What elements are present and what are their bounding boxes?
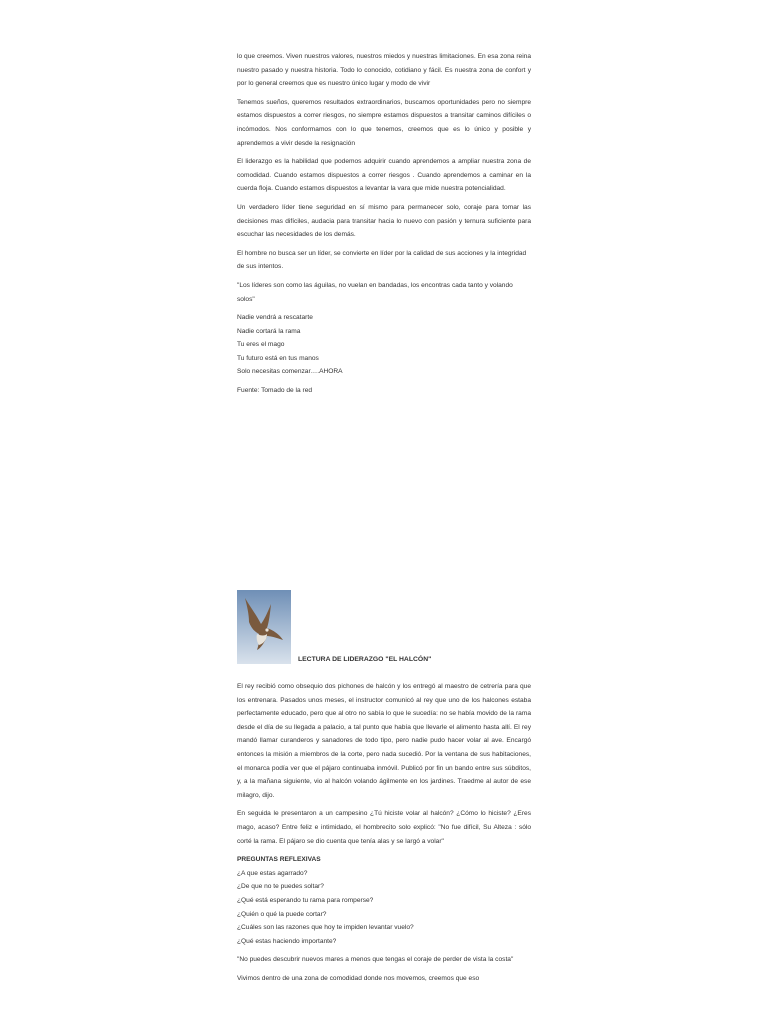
- story-paragraph: En seguida le presentaron a un campesino ¿Tú hiciste volar al halcón? ¿Cómo lo hiciste? ¿Eres mago, acaso? Entre feliz e intimidado, el hombrecito solo explicó: "No fue difícil, Su Alteza : sólo corté la rama. El pájaro se dio cuenta que tenía alas y se largó a volar": [237, 810, 531, 845]
- story-text-column: [237, 680, 531, 990]
- question-item: ¿Cuáles son las razones que hoy te impiden levantar vuelo?: [237, 924, 414, 932]
- motivational-line: Solo necesitas comenzar….AHORA: [237, 368, 343, 376]
- story-paragraph-continued: Vivimos dentro de una zona de comodidad donde nos movemos, creemos que eso: [237, 974, 480, 982]
- paragraph-comfort-zone: lo que creemos. Viven nuestros valores, nuestros miedos y nuestras limitaciones. En esa zona reina nuestro pasado y nuestra historia. Todo lo conocido, cotidiano y fácil. Es nuestra zona de confort y por lo general creemos que es nuestro único lugar y modo de vivir: [237, 53, 531, 88]
- paragraph-becomes-leader: El hombre no busca ser un líder, se convierte en líder por la calidad de sus acciones y la integridad de sus intentos.: [237, 249, 527, 271]
- paragraph-true-leader: Un verdadero líder tiene seguridad en sí mismo para permanecer solo, coraje para tomar las decisiones mas difíciles, audacia para transitar hacia lo nuevo con pasión y ternura suficiente para escuchar las necesidades de los demás.: [237, 203, 531, 239]
- question-item: ¿Qué estas haciendo importante?: [237, 937, 337, 945]
- question-item: ¿De que no te puedes soltar?: [237, 883, 324, 891]
- story-header: [237, 590, 531, 668]
- paragraph-leadership: El liderazgo es la habilidad que podemos adquirir cuando aprendemos a ampliar nuestra zona de comodidad. Cuando estamos dispuestos a correr riesgos . Cuando aprendemos a caminar en la cuerda floja. Cuando estamos dispuestos a levantar la vara que mide nuestra potencialidad.: [237, 158, 531, 193]
- paragraph-dreams: Tenemos sueños, queremos resultados extraordinarios, buscamos oportunidades pero no siempre estamos dispuestos a correr riesgos, no siempre estamos dispuestos a transitar caminos difíciles o incómodos. Nos conformamos con lo que tenemos, creemos que es lo único y posible y aprendemos a vivir desde la resignación: [237, 98, 531, 147]
- top-text-column: [237, 50, 531, 403]
- story-paragraph: El rey recibió como obsequio dos pichones de halcón y los entregó al maestro de cetrería para que los entrenara. Pasados unos meses, el instructor comunicó al rey que uno de los halcones estaba perfectamente educado, pero que al otro no sabía lo que le sucedía: no se había movido de la rama desde el día de su llegada a palacio, a tal punto que había que llevarle el alimento hasta allí. El rey mandó llamar curanderos y sanadores de todo tipo, pero nadie pudo hacer volar al ave. Encargó entonces la misión a miembros de la corte, pero nada sucedió. Por la ventana de sus habitaciones, el monarca podía ver que el pájaro continuaba inmóvil. Publicó por fin un bando entre sus súbditos, y, a la mañana siguiente, vio al halcón volando ágilmente en los jardines. Traedme al autor de ese milagro, dijo.: [237, 683, 531, 799]
- falcon-icon: [237, 590, 291, 664]
- question-item: ¿Qué está esperando tu rama para romperse?: [237, 896, 374, 904]
- questions-heading: PREGUNTAS REFLEXIVAS: [237, 856, 321, 864]
- falcon-image: [237, 590, 291, 664]
- motivational-line: Tu eres el mago: [237, 341, 285, 349]
- sea-quote: "No puedes descubrir nuevos mares a menos que tengas el coraje de perder de vista la costa": [237, 956, 514, 964]
- motivational-line: Nadie cortará la rama: [237, 327, 301, 335]
- questions-section: [237, 853, 531, 948]
- source-note: Fuente: Tomado de la red: [237, 387, 313, 395]
- motivational-line: Nadie vendrá a rescatarte: [237, 314, 313, 322]
- story-title: LECTURA DE LIDERAZGO "EL HALCÓN": [298, 656, 432, 663]
- motivational-lines: [237, 311, 531, 379]
- eagle-quote: "Los líderes son como las águilas, no vuelan en bandadas, los encontras cada tanto y volando solos": [237, 281, 513, 303]
- question-item: ¿Quién o qué la puede cortar?: [237, 910, 327, 918]
- motivational-line: Tu futuro está en tus manos: [237, 354, 319, 362]
- question-item: ¿A que estas agarrado?: [237, 869, 308, 877]
